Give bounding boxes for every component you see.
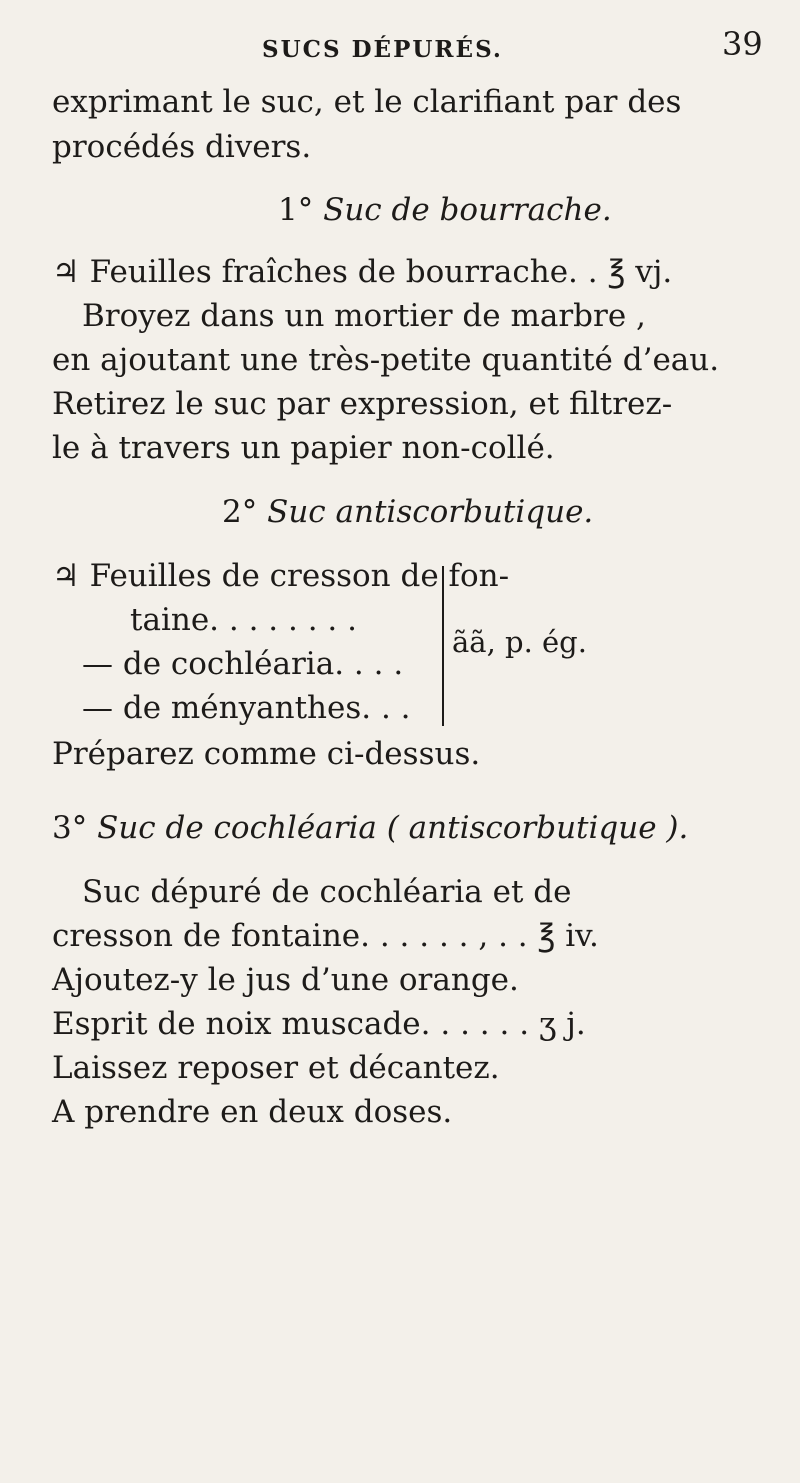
section-1-title: Suc de bourrache. [323,192,612,228]
section-3-heading [52,808,688,848]
section-3-title: Suc de cochléaria ( antiscorbutique ). [97,810,689,846]
section-1-line-3: Retirez le suc par expression, et filtrez- [52,386,673,422]
section-3-line-5: Laissez reposer et décantez. [52,1050,500,1086]
section-2-item-2: — de cochléaria. . . . [82,646,404,682]
section-3-number: 3° [52,810,88,846]
intro-line-1: exprimant le suc, et le clarifiant par des [52,84,682,120]
section-2-item-1: ♃ Feuilles de cresson de fon- [52,558,510,594]
section-2-item-1-cont: taine. . . . . . . . [130,602,357,638]
section-3-line-6: A prendre en deux doses. [52,1094,453,1130]
section-3-line-2: cresson de fontaine. . . . . . , . . ℥ iv. [52,918,599,954]
intro-line-2: procédés divers. [52,129,312,165]
section-1-line-2: en ajoutant une très-petite quantité d’eau. [52,342,720,378]
section-2-note: Préparez comme ci-dessus. [52,736,481,772]
section-2-title: Suc antiscorbutique. [267,494,594,530]
running-title: SUCS DÉPURÉS. [262,36,503,63]
section-2-heading [222,492,593,532]
section-2-dose: ãã, p. ég. [452,625,587,659]
section-1-line-4: le à travers un papier non-collé. [52,430,555,466]
section-1-line-1: Broyez dans un mortier de marbre , [82,298,646,334]
section-1-number: 1° [278,192,314,228]
section-3-line-3: Ajoutez-y le jus d’une orange. [52,962,519,998]
section-1-ingredient: ♃ Feuilles fraîches de bourrache. . ℥ vj. [52,254,673,290]
section-3-line-1: Suc dépuré de cochléaria et de [82,874,572,910]
section-3-line-4: Esprit de noix muscade. . . . . . ʒ j. [52,1006,586,1042]
grouping-brace [442,566,444,726]
section-2-number: 2° [222,494,258,530]
section-1-heading [278,190,612,230]
section-2-item-3: — de ményanthes. . . [82,690,411,726]
page-number: 39 [722,25,763,63]
